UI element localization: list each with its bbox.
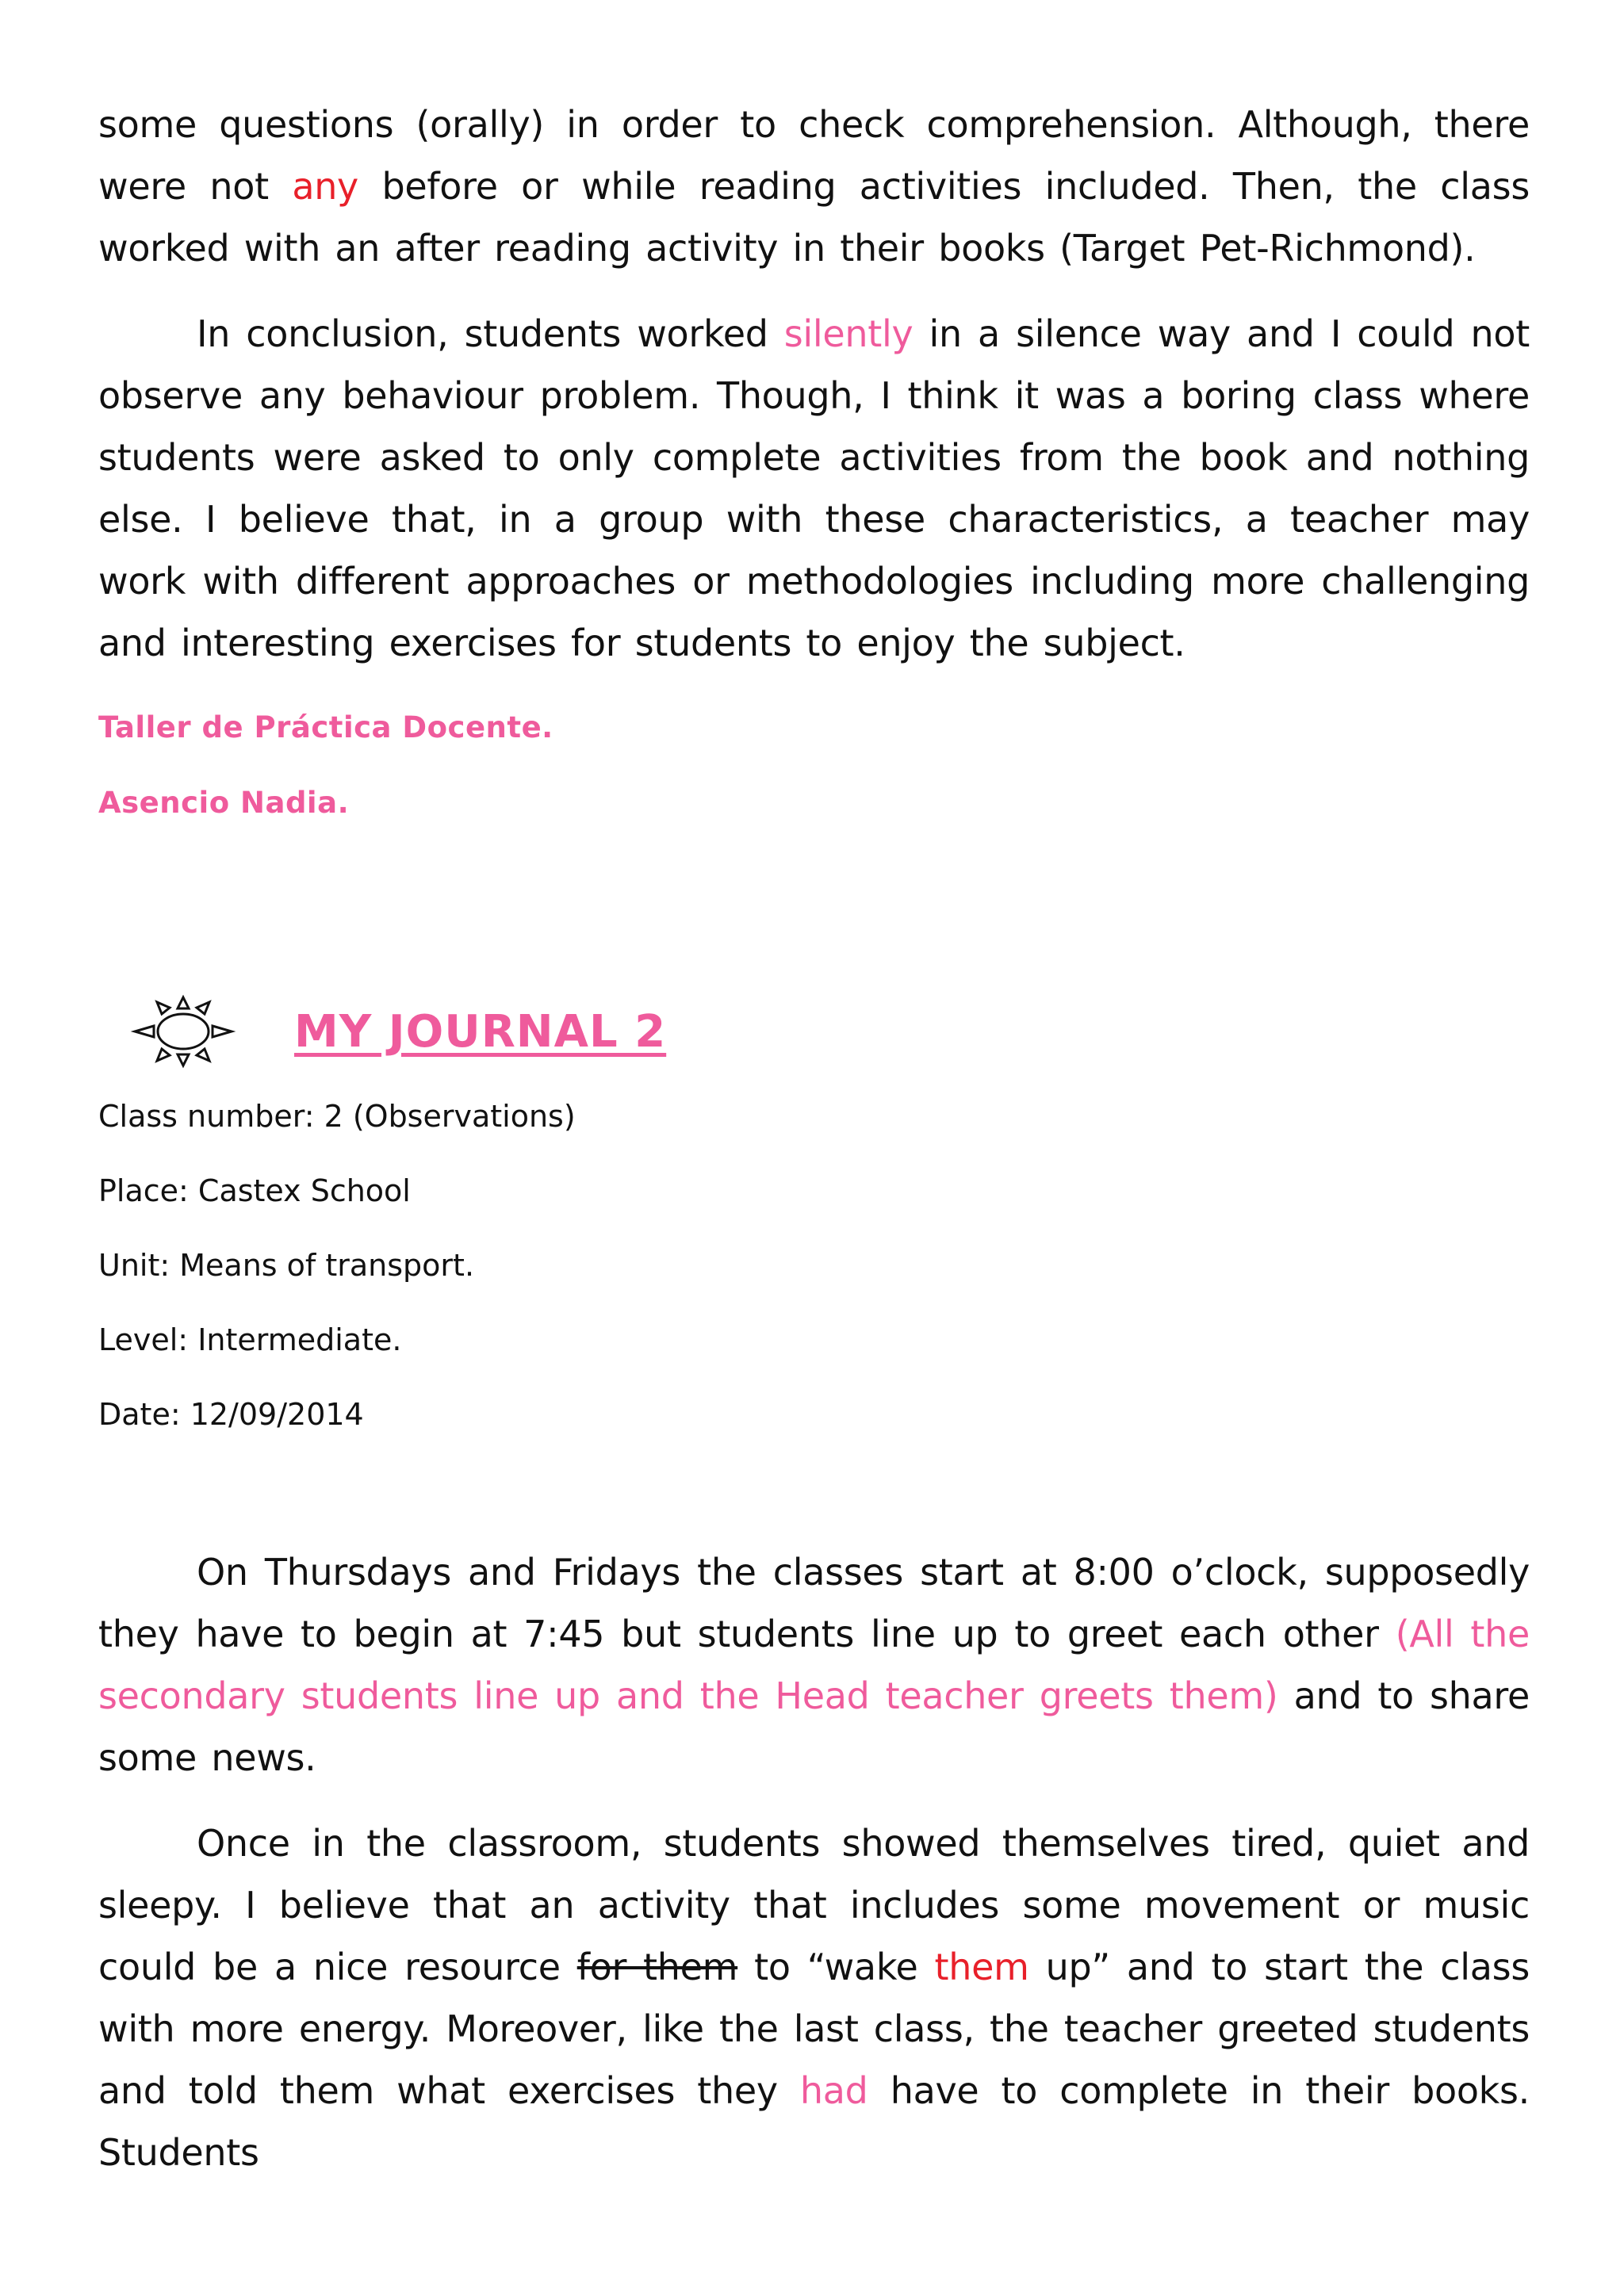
meta-date: Date: 12/09/2014 [98, 1397, 364, 1432]
meta-class-number: Class number: 2 (Observations) [98, 1099, 576, 1134]
paragraph-4: Once in the classroom, students showed themselves tired, quiet and sleepy. I believe that an activity that includes some movement or music could be a nice resource for them to “wake them up” and to start the class with more energy. Moreover, like the last class, the teacher greeted students and told them what exercises they had have to complete in their books. Students [98, 1822, 1530, 2174]
meta-level: Level: Intermediate. [98, 1322, 402, 1357]
correction-any: any [292, 165, 358, 208]
teacher-note: (All the secondary students line up and the Head teacher greets them) [98, 1613, 1530, 1717]
journal-heading [122, 988, 1530, 1075]
paragraph-3: On Thursdays and Fridays the classes start at 8:00 o’clock, supposedly they have to begin at 7:45 but students line up to greet each other (All the secondary students line up and the Head teacher greets them) and to share some news. [98, 1551, 1530, 1779]
signature-author: Asencio Nadia. [98, 786, 350, 820]
journal-title: MY JOURNAL 2 [294, 1005, 667, 1058]
correction-them: them [934, 1946, 1029, 1988]
signature-course: Taller de Práctica Docente. [98, 710, 553, 744]
meta-unit: Unit: Means of transport. [98, 1248, 475, 1283]
meta-place: Place: Castex School [98, 1173, 411, 1208]
paragraph-2: In conclusion, students worked silently in a silence way and I could not observe any behaviour problem. Though, I think it was a boring class where students were asked to only complete activities from the book and nothing else. I believe that, in a group with these characteristics, a teacher may work with different approaches or methodologies including more challenging and interesting exercises for students to enjoy the subject. [98, 312, 1530, 664]
sun-icon [122, 988, 245, 1075]
paragraph-1: some questions (orally) in order to check comprehension. Although, there were not any before or while reading activities included. Then, the class worked with an after reading activity in their books (Target Pet-Richmond). [98, 103, 1530, 270]
struck-text: for them [576, 1946, 738, 1988]
document-page [98, 94, 1530, 2183]
correction-silently: silently [783, 312, 914, 355]
correction-had: had [799, 2069, 868, 2112]
